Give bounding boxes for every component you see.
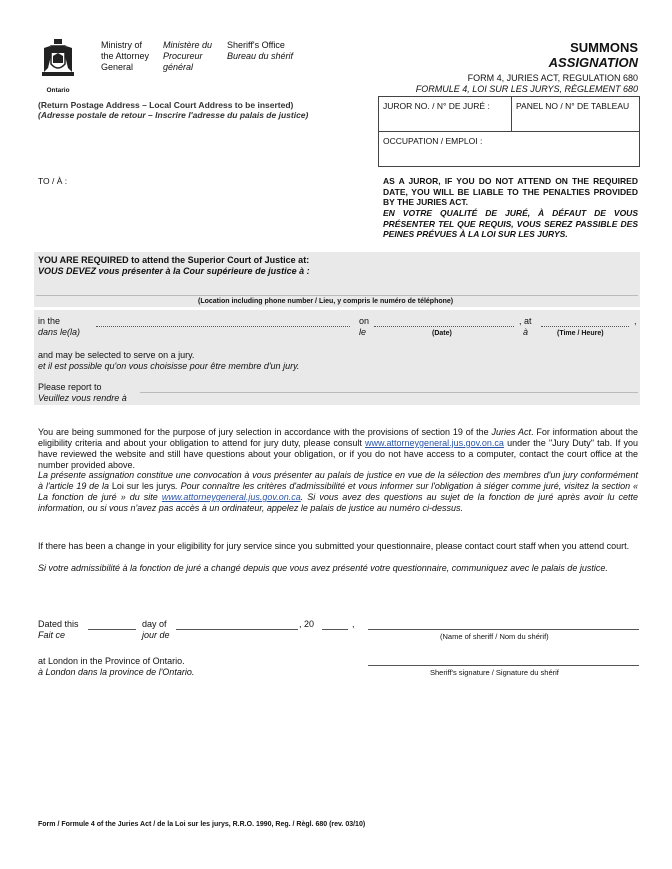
le-label: le <box>359 327 367 337</box>
title-en: SUMMONS <box>570 40 638 55</box>
panel-number-label: PANEL NO / N° DE TABLEAU <box>516 101 630 111</box>
report-line[interactable] <box>140 392 638 393</box>
warning-fr: EN VOTRE QUALITÉ DE JURÉ, À DÉFAUT DE VOUS PRÉSENTER TEL QUE REQUIS, VOUS SEREZ PASSIBLE DES PEINES PRÉVUES À LA LOI SUR LES JURYS. <box>383 208 638 239</box>
in-the-label: in the <box>38 316 61 326</box>
paragraph-text: under the "Jury Duty" tab. If you have reviewed the website and still have questions about your obligation, or if you do not have access to a computer, contact the court office at the number provided above. <box>38 438 638 470</box>
a-label: à <box>523 327 529 337</box>
ministry-en-line: Ministry of <box>101 40 143 50</box>
office-en: Sheriff's Office <box>227 40 285 50</box>
paragraph-text: La présente assignation constitue une convocation à vous présenter au palais de justice en vue de la sélection des membres d'un jury conformément à l'article 19 de la <box>38 470 638 491</box>
time-caption: (Time / Heure) <box>557 330 604 337</box>
paragraph-text: You are being summoned for the purpose of jury selection in accordance with the provisions of section 19 of the <box>38 427 492 437</box>
place-fr: à London dans la province de l'Ontario. <box>38 667 195 677</box>
sheriff-signature-caption: Sheriff's signature / Signature du shérif <box>430 668 559 677</box>
paragraph-summons-fr <box>38 470 638 514</box>
day-of-en: day of <box>142 619 167 629</box>
date-caption: (Date) <box>432 330 452 337</box>
form-reference-fr: FORMULE 4, LOI SUR LES JURYS, RÈGLEMENT 680 <box>415 84 638 94</box>
paragraph-summons-en <box>38 427 638 471</box>
court-location-line[interactable] <box>96 326 350 327</box>
ministry-en-line: General <box>101 62 134 72</box>
juries-act-ref: Juries Act <box>491 427 532 437</box>
ministry-fr-line: Ministère du <box>163 40 213 50</box>
paragraph-text: . For information about the eligibility criteria and about your obligation to attend for jury duty, please consult <box>38 427 638 448</box>
year-comma: , <box>352 619 355 629</box>
panel-number-box[interactable] <box>511 96 640 132</box>
location-line <box>36 295 638 296</box>
day-of-fr: jour de <box>142 630 170 640</box>
dated-fr: Fait ce <box>38 630 66 640</box>
sheriff-signature-line[interactable] <box>368 665 639 666</box>
attend-fr: VOUS DEVEZ vous présenter à la Cour supérieure de justice à : <box>38 266 310 276</box>
paragraph-text: . Pour connaître les critères d'admissibilité et vous informer sur l'obligation à siéger comme juré, visitez la section « La fonction de juré » du site <box>38 481 638 502</box>
warning-en: AS A JUROR, IF YOU DO NOT ATTEND ON THE REQUIRED DATE, YOU WILL BE LIABLE TO THE PENALTIES PROVIDED BY THE JURIES ACT. <box>383 176 638 207</box>
office-fr: Bureau du shérif <box>227 51 294 61</box>
to-label: TO / À : <box>38 176 68 186</box>
return-address-caption-fr: (Adresse postale de retour – Inscrire l'adresse du palais de justice) <box>38 110 309 120</box>
location-field[interactable] <box>36 281 638 295</box>
year-prefix: , 20 <box>299 619 315 629</box>
website-link-en[interactable]: www.attorneygeneral.jus.gov.on.ca <box>365 438 504 448</box>
report-fr: Veuillez vous rendre à <box>38 393 127 403</box>
form-footer: Form / Formule 4 of the Juries Act / de la Loi sur les jurys, R.R.O. 1990, Reg. / Règl. 680 (rev. 03/10) <box>38 821 366 828</box>
juror-number-label: JUROR NO. / N° DE JURÉ : <box>383 101 490 111</box>
paragraph-eligibility-fr: Si votre admissibilité à la fonction de juré a changé depuis que vous avez présenté votre questionnaire, communiquez avec le palais de justice. <box>38 563 608 573</box>
month-line[interactable] <box>176 629 298 630</box>
day-number-line[interactable] <box>88 629 136 630</box>
report-en: Please report to <box>38 382 102 392</box>
office-block <box>227 40 293 62</box>
website-link-fr[interactable]: www.attorneygeneral.jus.gov.on.ca <box>161 492 301 502</box>
occupation-box[interactable] <box>378 131 640 167</box>
section-separator <box>34 307 640 310</box>
time-comma: , <box>634 316 637 326</box>
year-line[interactable] <box>322 629 348 630</box>
dated-en: Dated this <box>38 619 79 629</box>
ministry-fr-line: général <box>163 62 194 72</box>
at-label: , at <box>519 316 532 326</box>
dans-label: dans le(la) <box>38 327 81 337</box>
place-en: at London in the Province of Ontario. <box>38 656 185 666</box>
form-title-block <box>416 40 638 95</box>
ministry-fr <box>163 40 212 73</box>
ontario-logo <box>38 38 78 94</box>
date-line[interactable] <box>374 326 514 327</box>
sheriff-name-line[interactable] <box>368 629 639 630</box>
attend-en: YOU ARE REQUIRED to attend the Superior Court of Justice at: <box>38 255 310 265</box>
ministry-fr-line: Procureur <box>163 51 203 61</box>
return-address-caption-en: (Return Postage Address – Local Court Address to be inserted) <box>38 100 294 110</box>
ministry-en-line: the Attorney <box>101 51 150 61</box>
occupation-label: OCCUPATION / EMPLOI : <box>383 136 483 146</box>
sheriff-name-caption: (Name of sheriff / Nom du shérif) <box>440 632 549 641</box>
title-fr: ASSIGNATION <box>548 55 638 70</box>
time-line[interactable] <box>541 326 629 327</box>
paragraph-eligibility-en: If there has been a change in your eligibility for jury service since you submitted your questionnaire, please contact court staff when you attend court. <box>38 541 630 551</box>
juror-number-box[interactable] <box>378 96 512 132</box>
coat-of-arms-icon <box>38 38 78 82</box>
ministry-en <box>101 40 149 73</box>
selected-fr: et il est possible qu'on vous choisisse pour être membre d'un jury. <box>38 361 300 371</box>
location-caption: (Location including phone number / Lieu, y compris le numéro de téléphone) <box>198 298 454 305</box>
logo-wordmark: Ontario <box>46 87 70 94</box>
loi-jurys-ref: Loi sur les jurys <box>111 481 176 491</box>
paragraph-text: . Si vous avez des questions au sujet de la fonction de juré après avoir lu cette information, ou si vous n'avez pas accès à un ordinateur, appelez le palais de justice au numéro ci-dessus. <box>38 492 638 513</box>
on-label: on <box>359 316 370 326</box>
form-reference-en: FORM 4, JURIES ACT, REGULATION 680 <box>467 73 638 83</box>
selected-en: and may be selected to serve on a jury. <box>38 350 195 360</box>
